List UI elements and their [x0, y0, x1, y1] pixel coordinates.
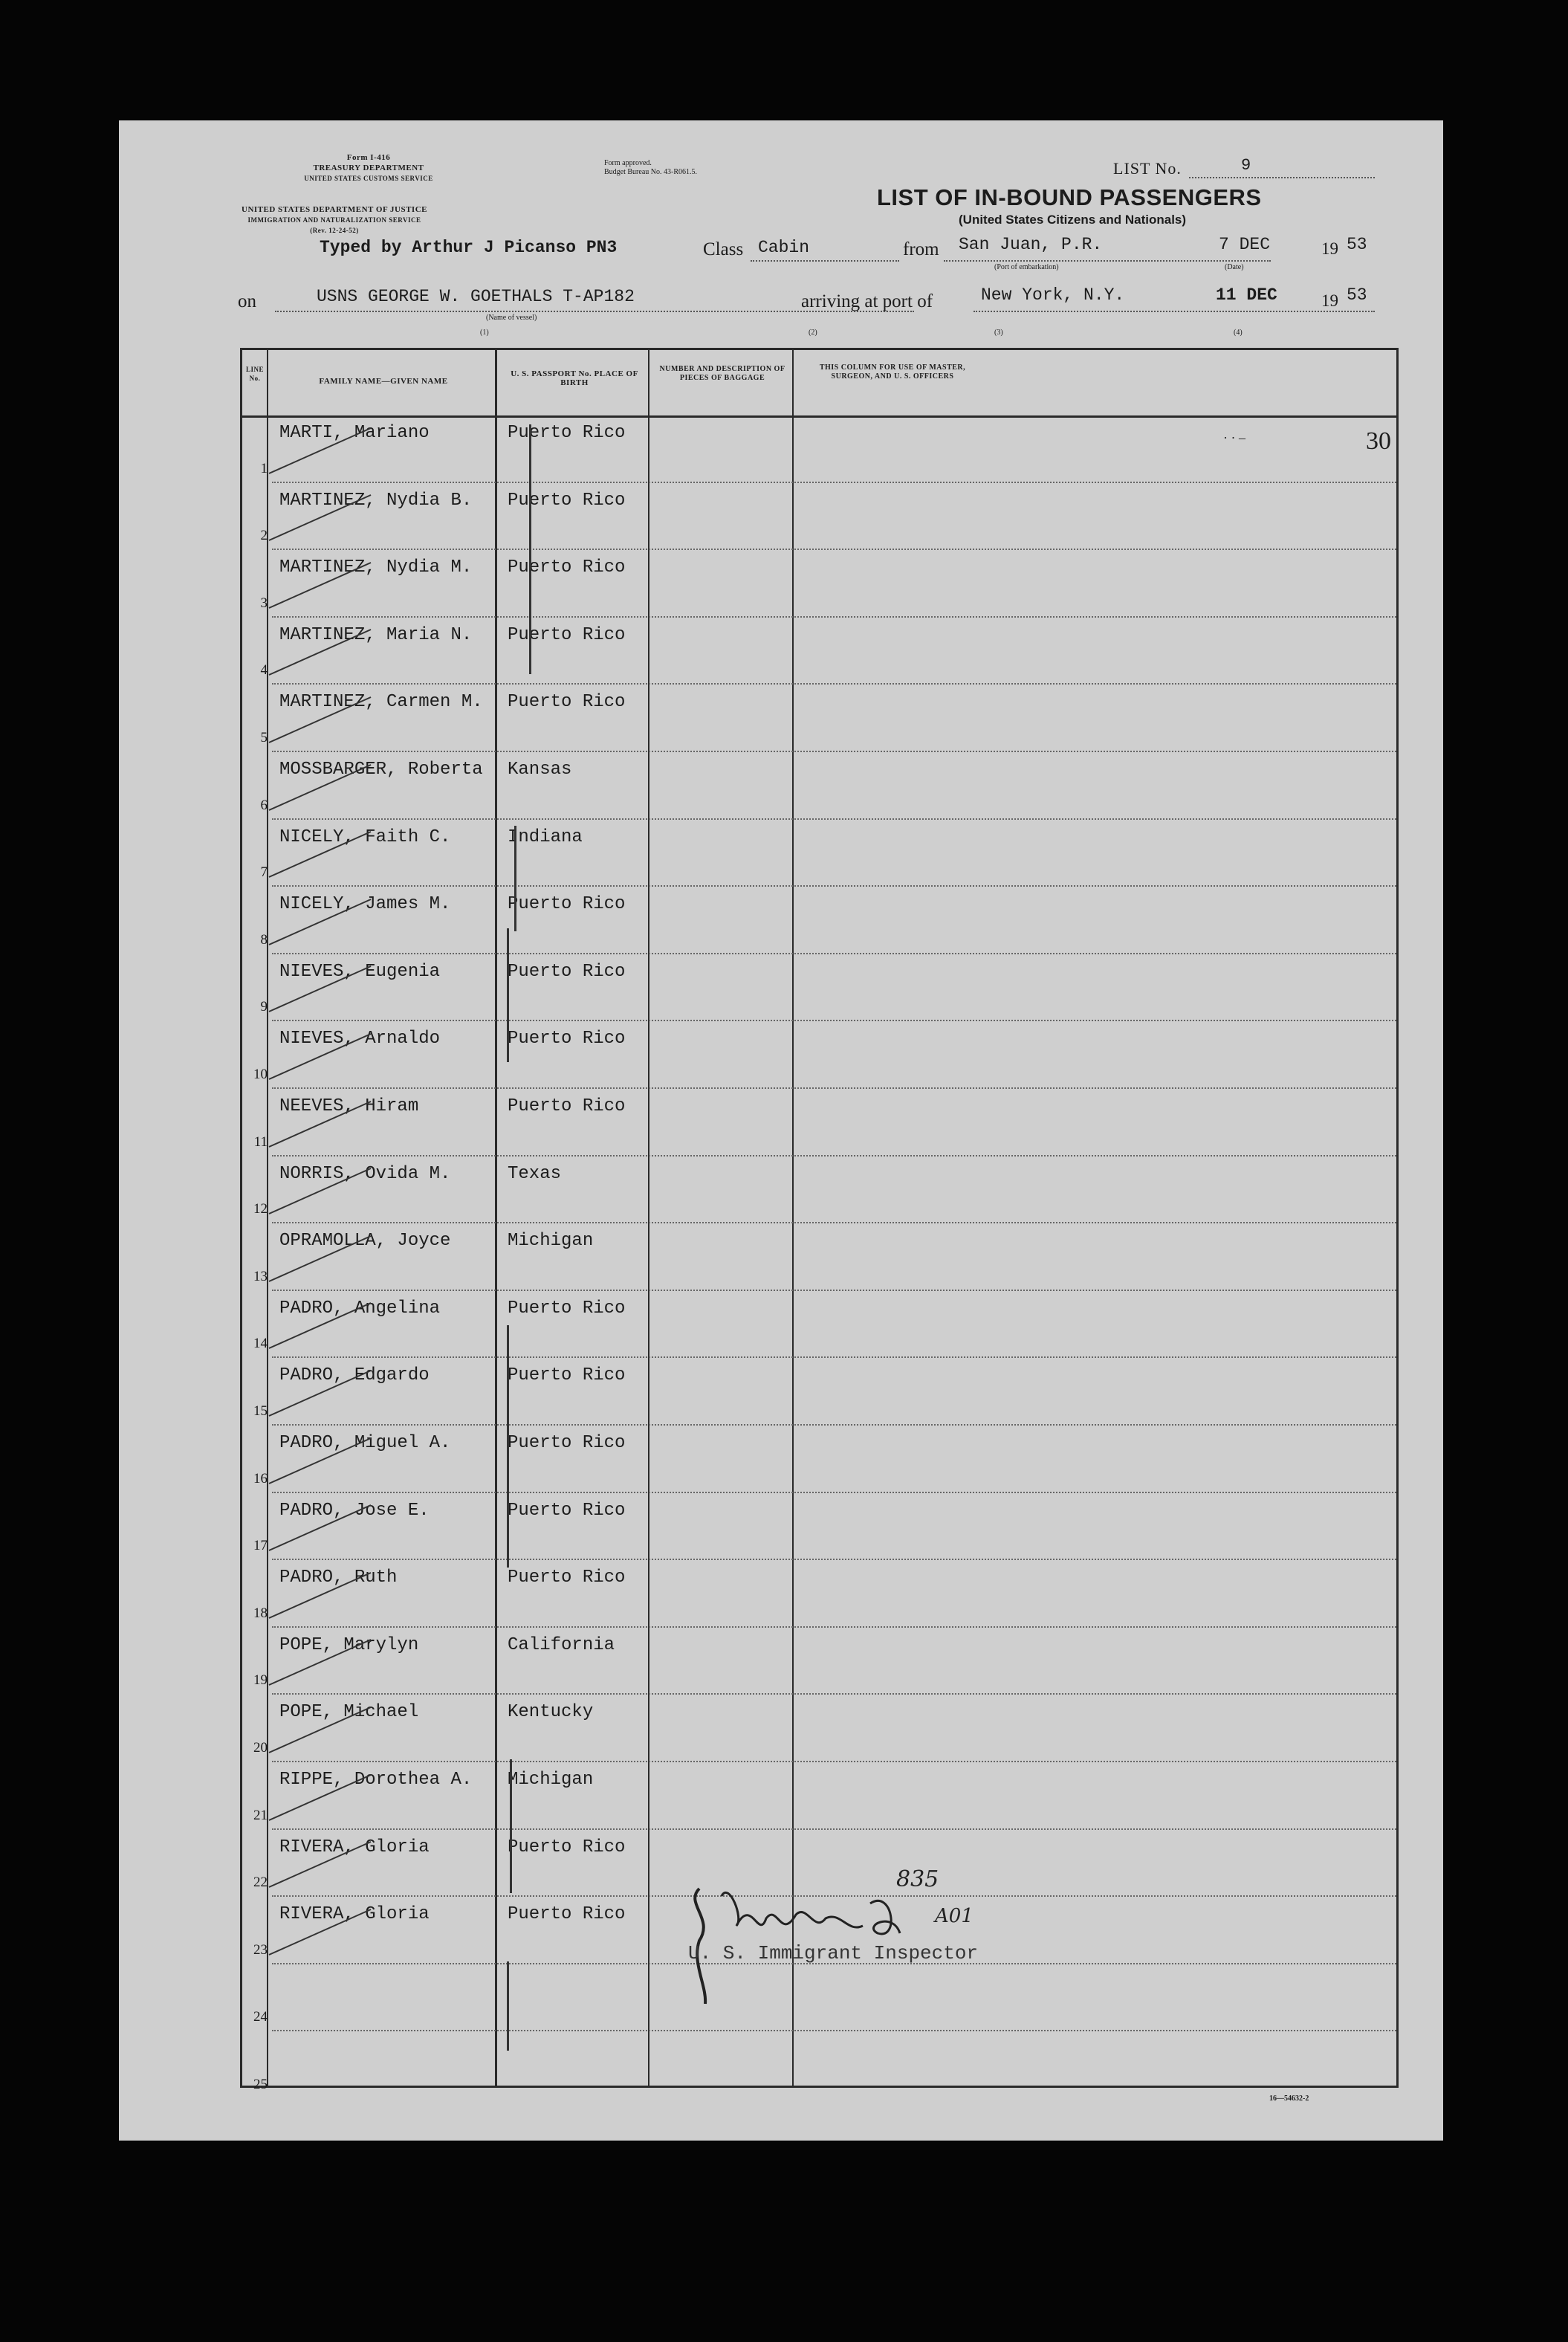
row-line-number: 3 — [260, 595, 268, 611]
arrival-port: New York, N.Y. — [981, 285, 1125, 305]
row-line-number: 9 — [260, 999, 268, 1015]
row-line-number: 4 — [260, 662, 268, 679]
page-count: 30 — [1366, 427, 1391, 455]
list-label: LIST No. — [1113, 159, 1182, 178]
table-row — [242, 1695, 1396, 1762]
date-caption: (Date) — [1225, 263, 1244, 271]
row-line-number: 25 — [253, 2076, 268, 2092]
row-line-number: 17 — [253, 1538, 268, 1554]
row-line-number: 19 — [253, 1672, 268, 1689]
passenger-name: RIPPE, Dorothea A. — [279, 1770, 473, 1790]
table-row — [242, 1493, 1396, 1561]
arrival-year: 53 — [1347, 285, 1367, 305]
departure-year-prefix: 19 — [1321, 239, 1338, 258]
table-row — [242, 2031, 1396, 2099]
form-approved: Form approved. — [604, 159, 652, 167]
family-bracket — [514, 826, 516, 931]
place-of-birth: Puerto Rico — [508, 1837, 626, 1857]
row-line-number: 22 — [253, 1874, 268, 1891]
customs-service: UNITED STATES CUSTOMS SERVICE — [304, 175, 433, 182]
inspector-stamp: U. S. Immigrant Inspector — [688, 1942, 979, 1964]
inspector-signature — [677, 1874, 974, 2008]
treasury-department: TREASURY DEPARTMENT — [313, 164, 424, 172]
place-of-birth: Kentucky — [508, 1702, 594, 1723]
passenger-name: NICELY, James M. — [279, 894, 451, 915]
place-of-birth: Puerto Rico — [508, 1568, 626, 1588]
col-header-name: FAMILY NAME—GIVEN NAME — [319, 377, 448, 386]
row-line-number: 2 — [260, 528, 268, 544]
officer-mark: · · – — [1223, 430, 1245, 445]
family-bracket — [507, 1961, 509, 2051]
table-row — [242, 1291, 1396, 1359]
place-of-birth: Texas — [508, 1163, 562, 1184]
passenger-name: PADRO, Miguel A. — [279, 1433, 451, 1453]
place-of-birth: Puerto Rico — [508, 1298, 626, 1319]
place-of-birth: Michigan — [508, 1231, 594, 1252]
list-number: 9 — [1241, 156, 1251, 175]
place-of-birth: Puerto Rico — [508, 1500, 626, 1521]
passenger-name: POPE, Michael — [279, 1702, 419, 1723]
vessel-name: USNS GEORGE W. GOETHALS T-AP182 — [317, 287, 635, 306]
row-line-number: 21 — [253, 1807, 268, 1823]
form-number: Form I-416 — [346, 153, 391, 162]
table-row — [242, 618, 1396, 685]
col-header-passport: U. S. PASSPORT No. PLACE OF BIRTH — [511, 369, 638, 387]
table-row — [242, 415, 1396, 483]
passenger-name: RIVERA, Gloria — [279, 1904, 430, 1925]
table-row — [242, 1089, 1396, 1157]
row-line-number: 1 — [260, 460, 268, 476]
passenger-name: PADRO, Angelina — [279, 1298, 441, 1319]
row-line-number: 13 — [253, 1268, 268, 1284]
class-underline — [751, 260, 899, 262]
col-header-officers: THIS COLUMN FOR USE OF MASTER, SURGEON, AND U. S. OFFICERS — [819, 363, 966, 381]
row-line-number: 20 — [253, 1739, 268, 1756]
place-of-birth: Puerto Rico — [508, 1904, 626, 1925]
table-row — [242, 887, 1396, 954]
passenger-name: MARTINEZ, Nydia B. — [279, 490, 473, 511]
col-ref-2: (2) — [809, 329, 817, 337]
passenger-name: MARTI, Mariano — [279, 423, 430, 443]
passenger-table — [240, 348, 1399, 2092]
table-row — [242, 1157, 1396, 1224]
arriving-label: arriving at port of — [801, 291, 933, 311]
row-line-number: 18 — [253, 1605, 268, 1621]
table-row — [242, 1762, 1396, 1830]
from-underline — [944, 260, 1271, 262]
handwritten-code: A01 — [935, 1905, 973, 1927]
passenger-name: PADRO, Jose E. — [279, 1500, 430, 1521]
table-row — [242, 483, 1396, 551]
place-of-birth: Puerto Rico — [508, 894, 626, 915]
arrival-date: 11 DEC — [1216, 285, 1277, 305]
place-of-birth: Puerto Rico — [508, 1365, 626, 1386]
typed-by: Typed by Arthur J Picanso PN3 — [320, 238, 618, 257]
place-of-birth: Puerto Rico — [508, 490, 626, 511]
row-line-number: 6 — [260, 797, 268, 813]
row-line-number: 8 — [260, 931, 268, 948]
revision: (Rev. 12-24-52) — [310, 227, 359, 234]
list-number-underline — [1189, 177, 1375, 178]
col-header-baggage: NUMBER AND DESCRIPTION OF PIECES OF BAGGAGE — [659, 365, 785, 382]
from-value: San Juan, P.R. — [959, 235, 1103, 254]
row-line-number: 10 — [253, 1066, 268, 1082]
budget-bureau: Budget Bureau No. 43-R061.5. — [604, 168, 697, 176]
family-bracket — [507, 1325, 509, 1568]
passenger-name: NICELY, Faith C. — [279, 827, 451, 847]
row-line-number: 14 — [253, 1336, 268, 1352]
page-subtitle: (United States Citizens and Nationals) — [959, 213, 1187, 227]
table-row — [242, 1426, 1396, 1493]
departure-year: 53 — [1347, 235, 1367, 254]
table-row — [242, 1358, 1396, 1426]
family-bracket — [510, 1759, 512, 1893]
row-line-number: 15 — [253, 1403, 268, 1419]
row-line-number: 23 — [253, 1941, 268, 1958]
place-of-birth: Puerto Rico — [508, 1029, 626, 1049]
passenger-name: MARTINEZ, Nydia M. — [279, 557, 473, 578]
place-of-birth: California — [508, 1634, 615, 1655]
place-of-birth: Puerto Rico — [508, 624, 626, 645]
place-of-birth: Puerto Rico — [508, 692, 626, 713]
vessel-caption: (Name of vessel) — [486, 314, 537, 322]
port-caption: (Port of embarkation) — [994, 263, 1059, 271]
passenger-name: NIEVES, Arnaldo — [279, 1029, 441, 1049]
family-bracket — [529, 424, 531, 674]
place-of-birth: Kansas — [508, 760, 572, 780]
passenger-name: OPRAMOLLA, Joyce — [279, 1231, 451, 1252]
passenger-name: MOSSBARGER, Roberta — [279, 760, 483, 780]
manifest-sheet — [119, 120, 1443, 2141]
passenger-name: RIVERA, Gloria — [279, 1837, 430, 1857]
row-line-number: 24 — [253, 2009, 268, 2025]
place-of-birth: Puerto Rico — [508, 557, 626, 578]
page-title: LIST OF IN-BOUND PASSENGERS — [877, 184, 1262, 210]
family-bracket — [507, 928, 509, 1062]
departure-date: 7 DEC — [1219, 235, 1271, 254]
row-line-number: 16 — [253, 1470, 268, 1487]
place-of-birth: Puerto Rico — [508, 961, 626, 982]
table-row — [242, 954, 1396, 1022]
table-row — [242, 685, 1396, 752]
class-label: Class — [703, 239, 744, 259]
on-label: on — [238, 291, 256, 311]
row-line-number: 7 — [260, 864, 268, 881]
col-header-line: LINE No. — [245, 366, 264, 382]
passenger-name: PADRO, Edgardo — [279, 1365, 430, 1386]
class-value: Cabin — [758, 238, 810, 257]
passenger-name: MARTINEZ, Carmen M. — [279, 692, 483, 713]
from-label: from — [903, 239, 939, 259]
passenger-name: PADRO, Ruth — [279, 1568, 398, 1588]
passenger-name: NEEVES, Hiram — [279, 1096, 419, 1116]
place-of-birth: Puerto Rico — [508, 1096, 626, 1116]
print-code: 16—54632-2 — [1269, 2094, 1309, 2103]
arrival-year-prefix: 19 — [1321, 291, 1338, 310]
place-of-birth: Indiana — [508, 827, 583, 847]
row-line-number: 5 — [260, 729, 268, 745]
col-ref-1: (1) — [480, 329, 489, 337]
passenger-name: POPE, Marylyn — [279, 1634, 419, 1655]
place-of-birth: Michigan — [508, 1770, 594, 1790]
passenger-name: NIEVES, Eugenia — [279, 961, 441, 982]
row-line-number: 12 — [253, 1201, 268, 1217]
table-row — [242, 550, 1396, 618]
row-line-number: 11 — [253, 1133, 268, 1150]
place-of-birth: Puerto Rico — [508, 1433, 626, 1453]
handwritten-time: 835 — [896, 1866, 939, 1892]
table-row — [242, 1560, 1396, 1628]
table-row — [242, 752, 1396, 820]
department-of-justice: UNITED STATES DEPARTMENT OF JUSTICE — [242, 205, 427, 214]
immigration-service: IMMIGRATION AND NATURALIZATION SERVICE — [247, 216, 421, 224]
place-of-birth: Puerto Rico — [508, 423, 626, 443]
arrival-underline — [973, 311, 1375, 312]
col-ref-3: (3) — [994, 329, 1003, 337]
table-row — [242, 1021, 1396, 1089]
table-row — [242, 820, 1396, 887]
table-row — [242, 1628, 1396, 1695]
passenger-name: NORRIS, Ovida M. — [279, 1163, 451, 1184]
col-ref-4: (4) — [1234, 329, 1243, 337]
passenger-name: MARTINEZ, Maria N. — [279, 624, 473, 645]
table-row — [242, 1223, 1396, 1291]
